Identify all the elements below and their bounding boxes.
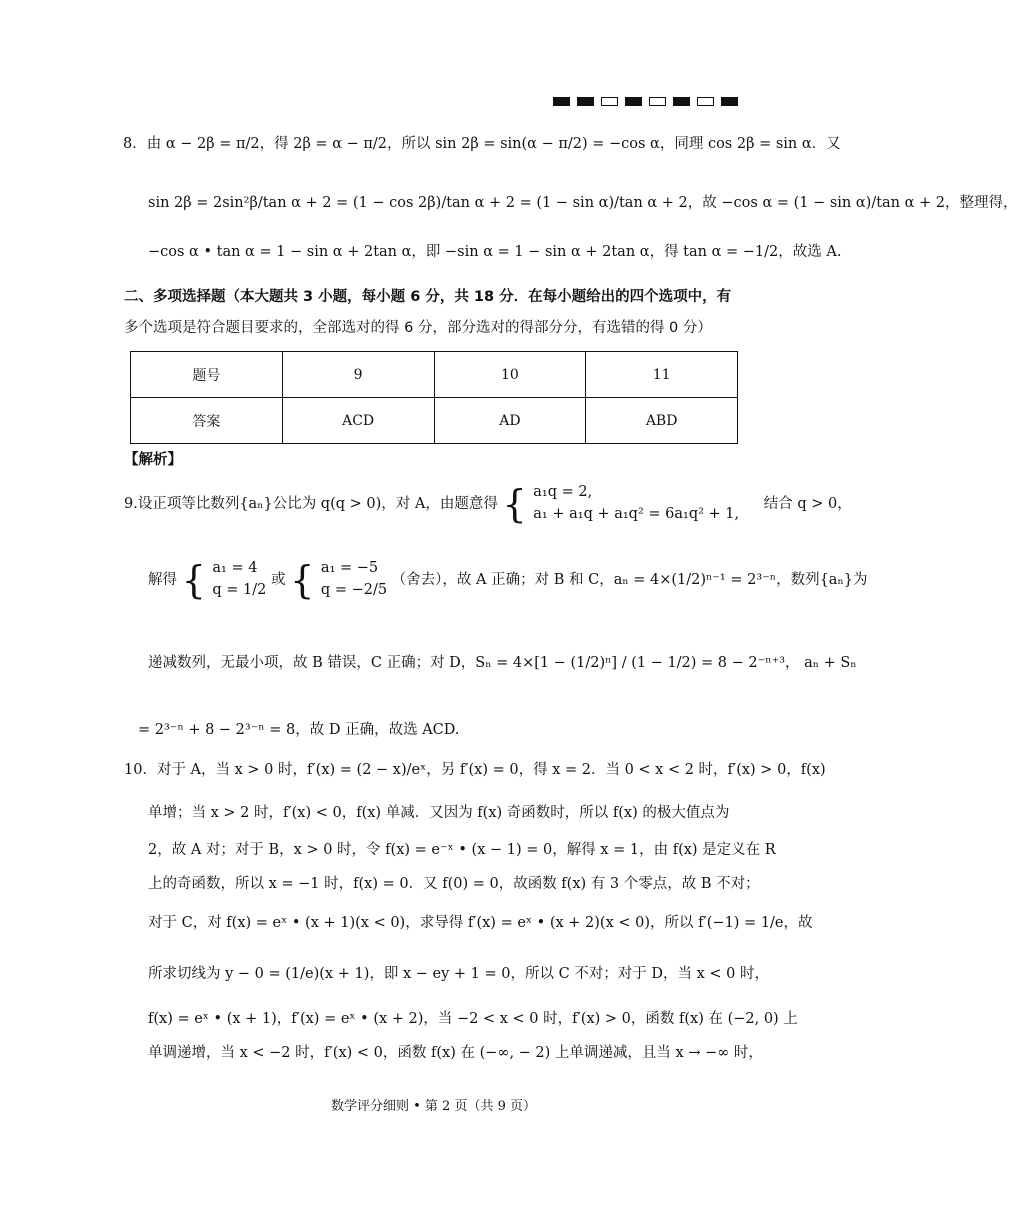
q10-line8: 单调递增，当 x < −2 时，f′(x) < 0，函数 f(x) 在 (−∞, − 2) 上单调递减，且当 x → −∞ 时，	[148, 1045, 763, 1061]
q8-line1: 8．由 α − 2β = π/2，得 2β = α − π/2，所以 sin 2β = sin(α − π/2) = −cos α，同理 cos 2β = sin α．又	[123, 136, 841, 152]
q8-line2: sin 2β = 2sin²β/tan α + 2 = (1 − cos 2β)/tan α + 2 = (1 − sin α)/tan α + 2，故 −cos α = (1 − sin α)/tan α + 2，整理得，	[148, 195, 1018, 211]
equation: a₁ = −5	[320, 560, 379, 576]
brace-icon: {	[502, 481, 527, 526]
header-marks	[553, 97, 738, 106]
filled-square-icon	[673, 97, 690, 106]
table-cell: AD	[434, 398, 586, 444]
section2-line2: 多个选项是符合题目要求的，全部选对的得 6 分，部分选对的得部分分，有选错的得 0 分）	[124, 320, 712, 336]
brace-icon: {	[290, 557, 315, 602]
section2-line1: 二、多项选择题（本大题共 3 小题，每小题 6 分，共 18 分．在每小题给出的四个选项中，有	[124, 289, 732, 305]
hollow-square-icon	[649, 97, 666, 106]
equation: a₁ + a₁q + a₁q² = 6a₁q² + 1,	[533, 505, 740, 522]
q10-line6: 所求切线为 y − 0 = (1/e)(x + 1)，即 x − ey + 1 = 0，所以 C 不对；对于 D，当 x < 0 时，	[148, 966, 769, 982]
hollow-square-icon	[697, 97, 714, 106]
table-row	[131, 352, 738, 398]
answer-table	[130, 351, 738, 444]
table-cell: ACD	[282, 398, 434, 444]
filled-square-icon	[721, 97, 738, 106]
system-equations	[321, 558, 387, 602]
system-equations	[212, 558, 266, 602]
equation: q = 1/2	[212, 581, 267, 598]
q10-line7: f(x) = eˣ • (x + 1)，f′(x) = eˣ • (x + 2)，当 −2 < x < 0 时，f′(x) > 0，函数 f(x) 在 (−2, 0) 上	[148, 1011, 798, 1027]
filled-square-icon	[553, 97, 570, 106]
table-cell: ABD	[586, 398, 738, 444]
table-row	[131, 398, 738, 444]
filled-square-icon	[577, 97, 594, 106]
equation: q = −2/5	[320, 581, 388, 598]
q10-line1: 10．对于 A，当 x > 0 时，f′(x) = (2 − x)/eˣ，另 f′(x) = 0，得 x = 2．当 0 < x < 2 时，f′(x) > 0，f(x)	[124, 762, 826, 778]
filled-square-icon	[625, 97, 642, 106]
q10-line2: 单增；当 x > 2 时，f′(x) < 0，f(x) 单减．又因为 f(x) 奇函数时，所以 f(x) 的极大值点为	[148, 805, 730, 821]
text: （舍去），故 A 正确；对 B 和 C，aₙ = 4×(1/2)ⁿ⁻¹ = 2³⁻ⁿ，数列{aₙ}为	[391, 571, 868, 588]
q10-line3: 2，故 A 对；对于 B，x > 0 时，令 f(x) = e⁻ˣ • (x − 1) = 0，解得 x = 1，由 f(x) 是定义在 R	[148, 842, 776, 858]
text: 或	[271, 571, 286, 588]
q8-line3: −cos α • tan α = 1 − sin α + 2tan α，即 −sin α = 1 − sin α + 2tan α，得 tan α = −1/2，故选 A.	[148, 244, 842, 260]
page-footer: 数学评分细则 • 第 2 页（共 9 页）	[330, 1099, 536, 1114]
equation: a₁q = 2,	[533, 484, 593, 500]
table-cell: 9	[282, 352, 434, 398]
text: 解得	[148, 571, 177, 588]
q9-line4: = 2³⁻ⁿ + 8 − 2³⁻ⁿ = 8，故 D 正确，故选 ACD.	[138, 722, 460, 738]
q9-line1-text: 9.设正项等比数列{aₙ}公比为 q(q > 0)，对 A，由题意得	[124, 495, 498, 512]
analysis-label: 【解析】	[124, 452, 182, 468]
equation: a₁ = 4	[212, 560, 258, 576]
hollow-square-icon	[601, 97, 618, 106]
q9-line3: 递减数列，无最小项，故 B 错误，C 正确；对 D，Sₙ = 4×[1 − (1/2)ⁿ] / (1 − 1/2) = 8 − 2⁻ⁿ⁺³， aₙ + Sₙ	[148, 655, 857, 671]
table-cell: 11	[586, 352, 738, 398]
table-cell: 答案	[131, 398, 283, 444]
q9-line1-end: 结合 q > 0，	[763, 495, 852, 512]
q10-line5: 对于 C，对 f(x) = eˣ • (x + 1)(x < 0)，求导得 f′(x) = eˣ • (x + 2)(x < 0)，所以 f′(−1) = 1/e，故	[148, 915, 813, 931]
table-cell: 10	[434, 352, 586, 398]
q9-line2	[0, 558, 867, 602]
q9-line1	[124, 482, 867, 526]
table-cell: 题号	[131, 352, 283, 398]
system-equations	[533, 482, 739, 526]
brace-icon: {	[181, 557, 206, 602]
q10-line4: 上的奇函数，所以 x = −1 时，f(x) = 0．又 f(0) = 0，故函数 f(x) 有 3 个零点，故 B 不对；	[148, 876, 760, 892]
